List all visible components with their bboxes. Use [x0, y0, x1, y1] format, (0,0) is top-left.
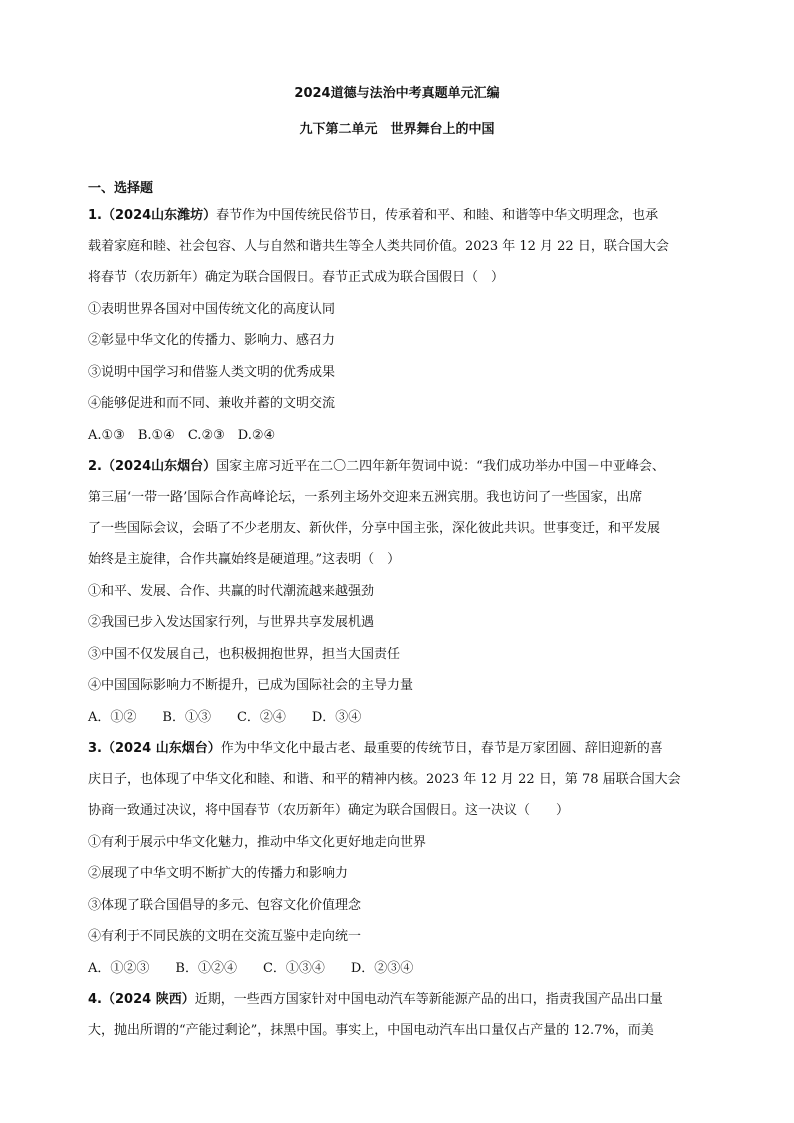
question-text-line: 第三届‘一带一路’国际合作高峰论坛，一系列主场外交迎来五洲宾朋。我也访问了一些国家，出席: [88, 490, 643, 505]
question-4-stem: [88, 984, 708, 1046]
question-2-stem: [88, 451, 708, 575]
question-number: 1.: [88, 208, 102, 223]
question-1-option: ②彰显中华文化的传播力、影响力、感召力: [88, 333, 336, 348]
question-source: （2024 陕西）: [101, 992, 195, 1007]
question-3-option: ①有利于展示中华文化魅力，推动中华文化更好地走向世界: [88, 835, 427, 850]
question-1-stem: [88, 200, 708, 293]
question-3-option: ③体现了联合国倡导的多元、包容文化价值理念: [88, 898, 362, 913]
question-1-option: ③说明中国学习和借鉴人类文明的优秀成果: [88, 365, 336, 380]
question-text-line: 协商一致通过决议，将中国春节（农历新年）确定为联合国假日。这一决议（ ）: [88, 803, 570, 818]
question-text-line: 近期，一些西方国家针对中国电动汽车等新能源产品的出口，指责我国产品出口量: [194, 992, 663, 1007]
question-3-option: ②展现了中华文明不断扩大的传播力和影响力: [88, 866, 349, 881]
section-heading: 一、选择题: [88, 181, 154, 196]
question-text-line: 大，抛出所谓的“产能过剩论”，抹黑中国。事实上，中国电动汽车出口量仅占产量的 12.7%，而美: [88, 1023, 654, 1038]
question-2-option: ④中国国际影响力不断提升，已成为国际社会的主导力量: [88, 678, 414, 693]
document-title: 2024道德与法治中考真题单元汇编: [294, 86, 500, 101]
question-3-answers: A．①②③ B．①②④ C．①③④ D．②③④: [88, 961, 414, 976]
question-3-option: ④有利于不同民族的文明在交流互鉴中走向统一: [88, 929, 362, 944]
question-text-line: 庆日子，也体现了中华文化和睦、和谐、和平的精神内核。2023 年 12 月 22 日，第 78 届联合国大会: [88, 772, 681, 787]
document-subtitle: 九下第二单元 世界舞台上的中国: [299, 122, 495, 137]
question-1-answers: A.①③ B.①④ C.②③ D.②④: [88, 428, 276, 443]
question-2-option: ①和平、发展、合作、共赢的时代潮流越来越强劲: [88, 584, 375, 599]
question-1-option: ①表明世界各国对中国传统文化的高度认同: [88, 302, 336, 317]
question-2-option: ③中国不仅发展自己，也积极拥抱世界，担当大国责任: [88, 647, 401, 662]
question-text-line: 始终是主旋律，合作共赢始终是硬道理。”这表明（ ）: [88, 552, 401, 567]
question-1-option: ④能够促进和而不同、兼收并蓄的文明交流: [88, 396, 336, 411]
question-2-answers: A．①② B．①③ C．②④ D．③④: [88, 710, 362, 725]
question-text-line: 了一些国际会议，会晤了不少老朋友、新伙伴，分享中国主张，深化彼此共识。世事变迁，和平发展: [88, 521, 661, 536]
question-source: （2024山东烟台）: [101, 459, 217, 474]
question-text-line: 国家主席习近平在二〇二四年新年贺词中说：“我们成功举办中国－中亚峰会、: [216, 459, 665, 474]
question-3-stem: [88, 733, 708, 826]
question-2-option: ②我国已步入发达国家行列，与世界共享发展机遇: [88, 615, 375, 630]
question-text-line: 将春节（农历新年）确定为联合国假日。春节正式成为联合国假日（ ）: [88, 270, 505, 285]
question-number: 2.: [88, 459, 102, 474]
question-number: 4.: [88, 992, 102, 1007]
question-text-line: 春节作为中国传统民俗节日，传承着和平、和睦、和谐等中华文明理念，也承: [216, 208, 659, 223]
question-source: （2024 山东烟台）: [101, 741, 221, 756]
question-number: 3.: [88, 741, 102, 756]
question-source: （2024山东潍坊）: [101, 208, 217, 223]
question-text-line: 载着家庭和睦、社会包容、人与自然和谐共生等全人类共同价值。2023 年 12 月 22 日，联合国大会: [88, 239, 669, 254]
question-text-line: 作为中华文化中最古老、最重要的传统节日，春节是万家团圆、辞旧迎新的喜: [220, 741, 663, 756]
